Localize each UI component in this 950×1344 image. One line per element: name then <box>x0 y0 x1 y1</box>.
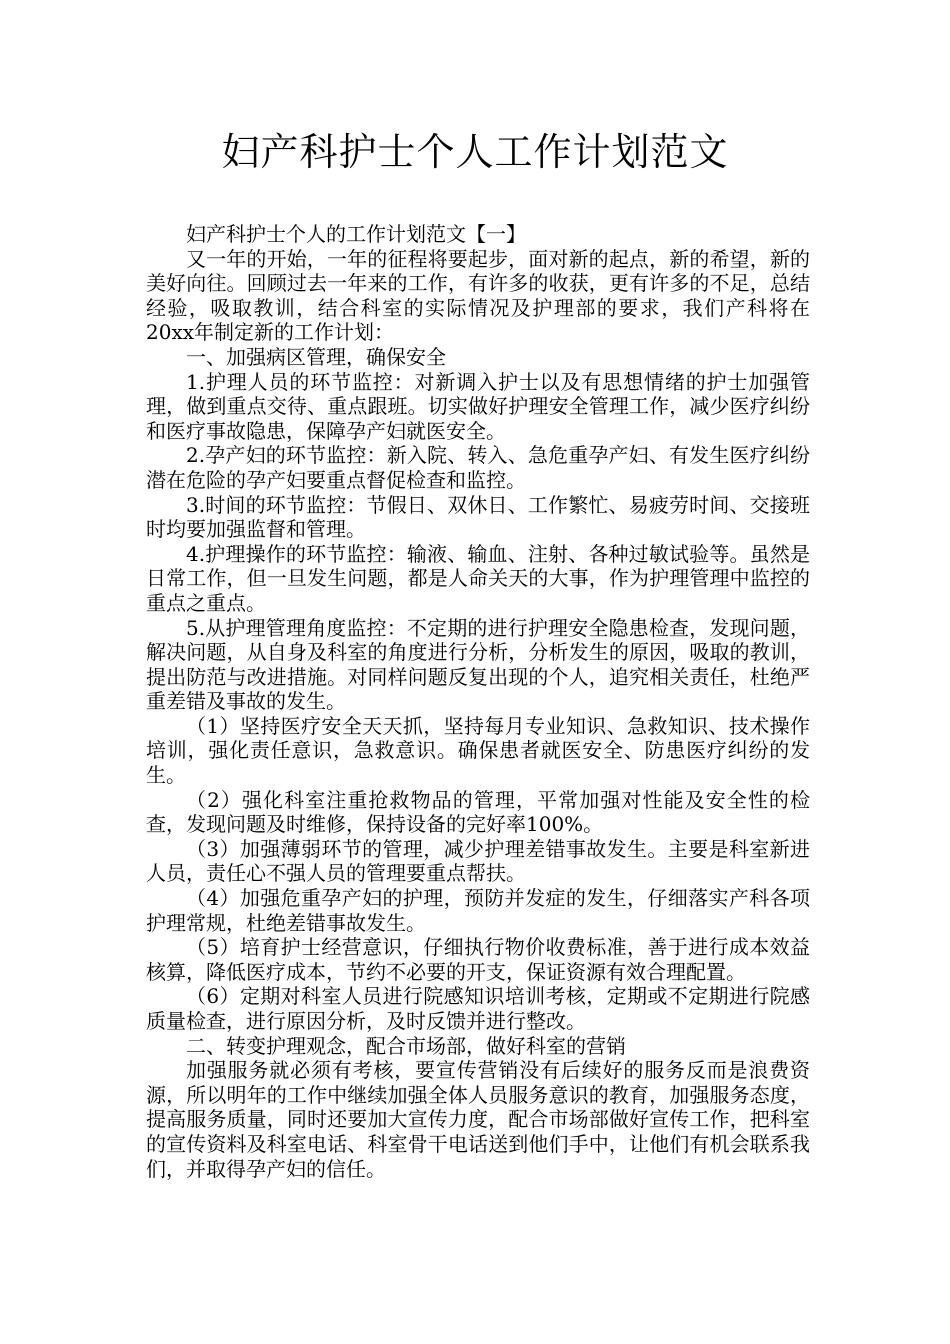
paragraph-item-4: 4.护理操作的环节监控：输液、输血、注射、各种过敏试验等。虽然是日常工作，但一旦发生问题，都是人命关天的大事，作为护理管理中监控的重点之重点。 <box>146 541 810 615</box>
paragraph-item-5: 5.从护理管理角度监控：不定期的进行护理安全隐患检查，发现问题，解决问题，从自身及科室的角度进行分析，分析发生的原因，吸取的教训，提出防范与改进措施。对同样问题反复出现的个人，追究相关责任，杜绝严重差错及事故的发生。 <box>146 615 810 714</box>
paragraph-intro: 又一年的开始，一年的征程将要起步，面对新的起点，新的希望，新的美好向往。回顾过去一年来的工作，有许多的收获，更有许多的不足，总结经验，吸取教训，结合科室的实际情况及护理部的要求，我们产科将在20xx年制定新的工作计划： <box>146 246 810 345</box>
paragraph-item-1: 1.护理人员的环节监控：对新调入护士以及有思想情绪的护士加强管理，做到重点交待、重点跟班。切实做好护理安全管理工作，减少医疗纠纷和医疗事故隐患，保障孕产妇就医安全。 <box>146 369 810 443</box>
document-title: 妇产科护士个人工作计划范文 <box>221 130 729 174</box>
paragraph-subitem-2: （2）强化科室注重抢救物品的管理，平常加强对性能及安全性的检查，发现问题及时维修，保持设备的完好率100%。 <box>146 787 810 837</box>
paragraph-item-2: 2.孕产妇的环节监控：新入院、转入、急危重孕产妇、有发生医疗纠纷潜在危险的孕产妇要重点督促检查和监控。 <box>146 443 810 492</box>
paragraph-subitem-6: （6）定期对科室人员进行院感知识培训考核，定期或不定期进行院感质量检查，进行原因分析，及时反馈并进行整改。 <box>146 984 810 1033</box>
paragraph-subitem-1: （1）坚持医疗安全天天抓，坚持每月专业知识、急救知识、技术操作培训，强化责任意识，急救意识。确保患者就医安全、防患医疗纠纷的发生。 <box>146 713 810 788</box>
paragraph-subtitle: 妇产科护士个人的工作计划范文【一】 <box>186 222 526 246</box>
section-heading-1: 一、加强病区管理，确保安全 <box>186 344 446 369</box>
section-heading-2: 二、转变护理观念，配合市场部，做好科室的营销 <box>186 1033 626 1058</box>
document-body <box>146 222 810 1181</box>
paragraph-service: 加强服务就必须有考核，要宣传营销没有后续好的服务反而是浪费资源，所以明年的工作中继续加强全体人员服务意识的教育，加强服务态度，提高服务质量，同时还要加大宣传力度，配合市场部做好宣传工作，把科室的宣传资料及科室电话、科室骨干电话送到他们手中，让他们有机会联系我们，并取得孕产妇的信任。 <box>146 1058 810 1181</box>
paragraph-item-3: 3.时间的环节监控：节假日、双休日、工作繁忙、易疲劳时间、交接班时均要加强监督和管理。 <box>146 492 810 542</box>
paragraph-subitem-3: （3）加强薄弱环节的管理，减少护理差错事故发生。主要是科室新进人员，责任心不强人员的管理要重点帮扶。 <box>146 836 810 886</box>
paragraph-subitem-4: （4）加强危重孕产妇的护理，预防并发症的发生，仔细落实产科各项护理常规，杜绝差错事故发生。 <box>146 886 810 935</box>
paragraph-subitem-5: （5）培育护士经营意识，仔细执行物价收费标准，善于进行成本效益核算，降低医疗成本，节约不必要的开支，保证资源有效合理配置。 <box>146 935 810 984</box>
